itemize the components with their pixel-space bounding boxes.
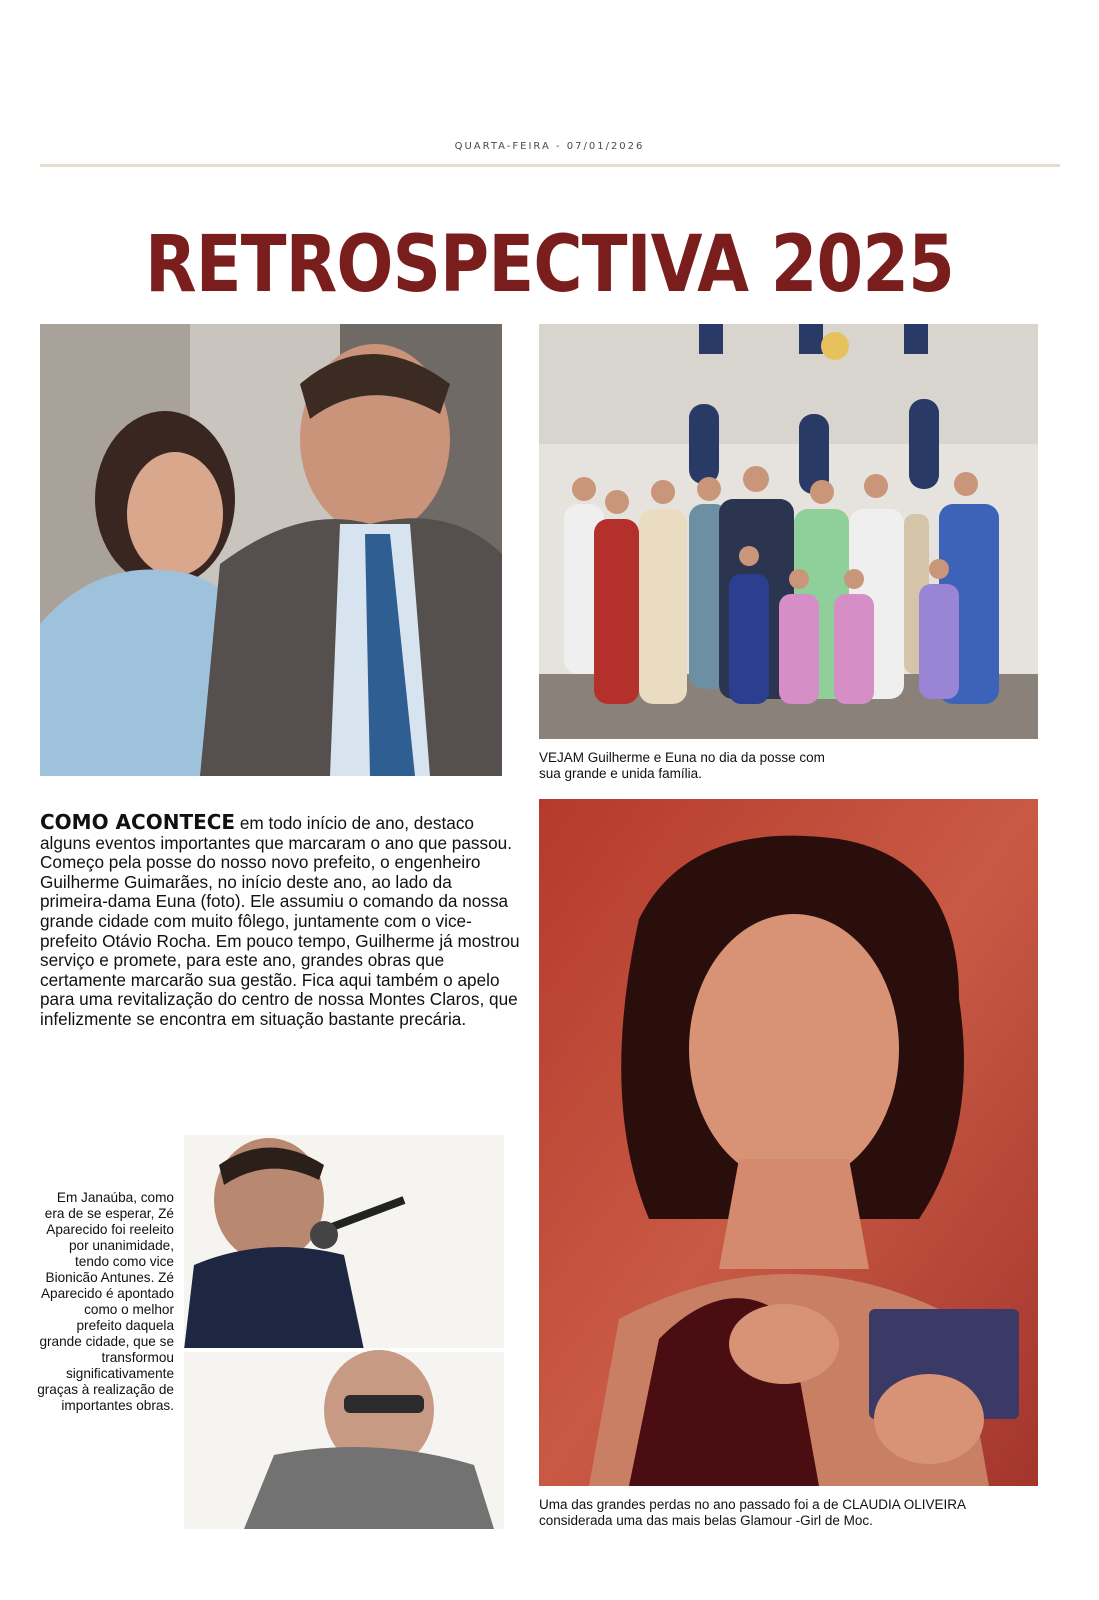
header-date: QUARTA-FEIRA - 07/01/2026 (454, 141, 645, 152)
woman-portrait-photo (539, 799, 1038, 1486)
family-church-photo (539, 324, 1038, 739)
page-headline: RETROSPECTIVA 2025 (144, 220, 954, 310)
mayor-speech-photo (184, 1135, 504, 1529)
article-text: em todo início de ano, destaco alguns eventos importantes que marcaram o ano que passou. Começo pela posse do nosso novo prefeito, o engenheiro Guilherme Guimarães, no início deste ano, ao lado da primeira-dama Euna (foto). Ele assumiu o comando da nossa grande cidade com muito fôlego, juntamente com o vice-prefeito Otávio Rocha. Em pouco tempo, Guilherme já mostrou serviço e promete, para este ano, grandes obras que certamente marcarão sua gestão. Fica aqui também o apelo para uma revitalização do centro de nossa Montes Claros, que infelizmente se encontra em situação bastante precária. (40, 813, 520, 1029)
article-lead: COMO ACONTECE (40, 810, 236, 834)
janauba-note: Em Janaúba, como era de se esperar, Zé Aparecido foi reeleito por unanimidade, tendo como vice Bionicão Antunes. Zé Aparecido é apontado como o melhor prefeito daquela grande cidade, que se transformou significativamente graças à realização de importantes obras. (37, 1190, 174, 1413)
article-body (40, 810, 520, 1030)
claudia-photo-caption: Uma das grandes perdas no ano passado foi a de CLAUDIA OLIVEIRA considerada uma das mais belas Glamour -Girl de Moc. (539, 1497, 966, 1528)
header-divider (40, 164, 1060, 167)
family-photo-caption: VEJAM Guilherme e Euna no dia da posse com sua grande e unida família. (539, 750, 825, 781)
couple-portrait-photo (40, 324, 502, 776)
